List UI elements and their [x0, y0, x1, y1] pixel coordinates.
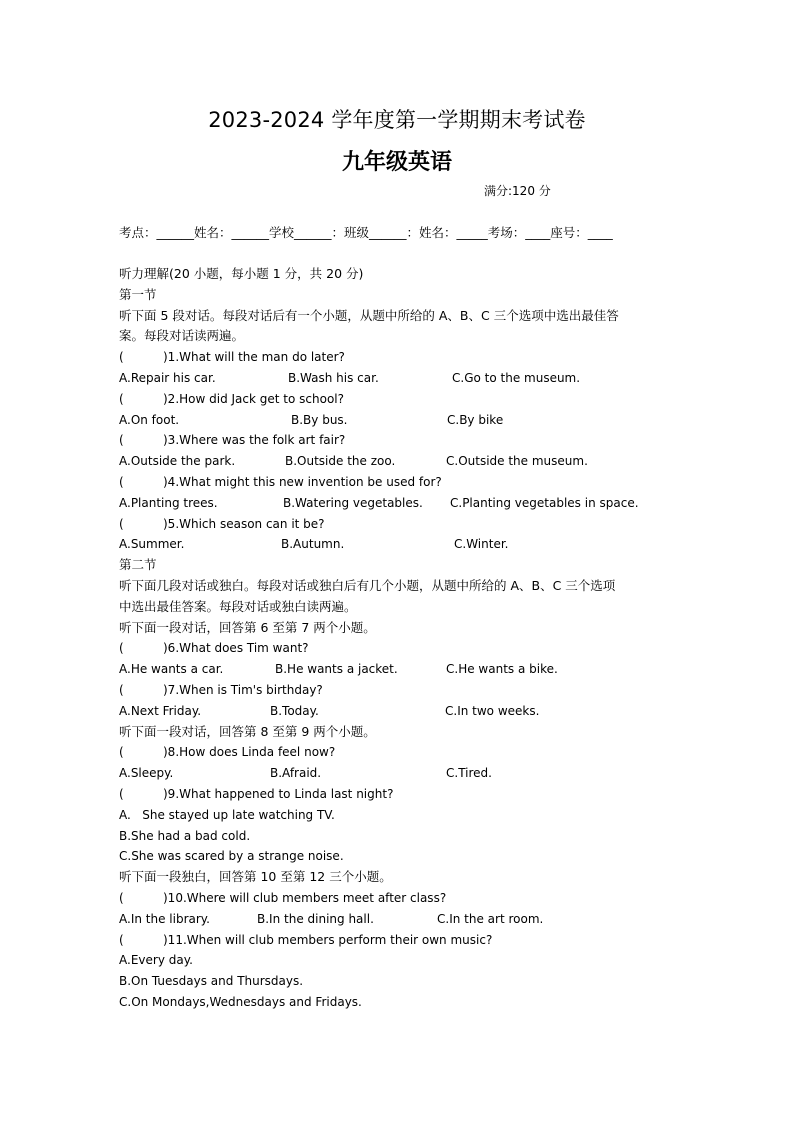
option-row	[119, 701, 679, 722]
part-two-instruction: 中选出最佳答案。每段对话或独白读两遍。	[119, 598, 357, 614]
option-a: A.On foot.	[119, 412, 180, 427]
listening-section	[119, 264, 679, 1013]
option-a: A. She stayed up late watching TV.	[119, 807, 335, 822]
option-c: C.Winter.	[454, 537, 509, 552]
answer-blank: (	[119, 932, 124, 947]
answer-blank: (	[119, 350, 124, 365]
answer-blank: (	[119, 391, 124, 406]
question-stem	[119, 472, 679, 493]
option-a: A.He wants a car.	[119, 662, 224, 677]
answer-blank: (	[119, 786, 124, 801]
option-a: A.Planting trees.	[119, 495, 218, 510]
part-one-label: 第一节	[119, 286, 157, 302]
option-b: B.Outside the zoo.	[285, 454, 396, 469]
option-a: A.Every day.	[119, 953, 193, 968]
exam-subtitle: 九年级英语	[341, 149, 452, 175]
question-stem	[119, 742, 679, 763]
exam-title: 2023-2024 学年度第一学期期末考试卷	[208, 108, 586, 132]
question-text: )8.How does Linda feel now?	[163, 745, 336, 760]
answer-blank: (	[119, 516, 124, 531]
question-text: )3.Where was the folk art fair?	[163, 433, 346, 448]
answer-blank: (	[119, 641, 124, 656]
part-two-label: 第二节	[119, 557, 157, 573]
question-stem	[119, 930, 679, 951]
option-b: B.By bus.	[291, 412, 348, 427]
option-c: C.She was scared by a strange noise.	[119, 849, 344, 864]
option-b: B.Today.	[270, 703, 319, 718]
option-row	[119, 368, 679, 389]
question-stem	[119, 514, 679, 535]
option-c: C.By bike	[447, 412, 504, 427]
section-heading: 听力理解(20 小题，每小题 1 分，共 20 分)	[119, 266, 364, 281]
answer-blank: (	[119, 890, 124, 905]
question-text: )7.When is Tim's birthday?	[163, 682, 323, 697]
question-stem	[119, 888, 679, 909]
option-b: B.Autumn.	[281, 537, 345, 552]
option-c: C.In the art room.	[437, 911, 544, 926]
question-stem	[119, 784, 679, 805]
option-c: C.In two weeks.	[445, 703, 540, 718]
option-row	[119, 493, 679, 514]
option-row	[119, 763, 679, 784]
question-text: )4.What might this new invention be used for?	[163, 474, 442, 489]
option-b: B.Afraid.	[270, 766, 322, 781]
answer-blank: (	[119, 474, 124, 489]
answer-blank: (	[119, 682, 124, 697]
option-b: B.She had a bad cold.	[119, 828, 251, 843]
option-a: A.Repair his car.	[119, 370, 216, 385]
question-text: )11.When will club members perform their own music?	[163, 932, 493, 947]
option-b: B.He wants a jacket.	[275, 662, 398, 677]
option-c: C.Outside the museum.	[446, 454, 588, 469]
option-row	[119, 909, 679, 930]
option-a: A.In the library.	[119, 911, 210, 926]
question-stem	[119, 680, 679, 701]
option-a: A.Outside the park.	[119, 454, 236, 469]
question-text: )5.Which season can it be?	[163, 516, 325, 531]
option-row	[119, 451, 679, 472]
option-a: A.Summer.	[119, 537, 185, 552]
option-b: B.Wash his car.	[288, 370, 379, 385]
question-stem	[119, 389, 679, 410]
dialogue-prompt: 听下面一段对话，回答第 8 至第 9 两个小题。	[119, 723, 376, 739]
student-info-line: 考点：______姓名：______学校______：班级______：姓名：_____考场：____座号：____	[119, 225, 613, 240]
monologue-prompt: 听下面一段独白，回答第 10 至第 12 三个小题。	[119, 869, 392, 885]
question-text: )1.What will the man do later?	[163, 350, 345, 365]
part-one-instruction: 听下面 5 段对话。每段对话后有一个小题，从题中所给的 A、B、C 三个选项中选出最佳答	[119, 307, 619, 323]
full-score: 满分:120 分	[484, 184, 551, 198]
option-c: C.Go to the museum.	[452, 370, 581, 385]
option-row	[119, 410, 679, 431]
dialogue-prompt: 听下面一段对话，回答第 6 至第 7 两个小题。	[119, 619, 376, 635]
question-stem	[119, 638, 679, 659]
option-a: A.Next Friday.	[119, 703, 202, 718]
option-b: B.Watering vegetables.	[283, 495, 423, 510]
option-row	[119, 534, 679, 555]
question-text: )6.What does Tim want?	[163, 641, 309, 656]
option-c: C.On Mondays,Wednesdays and Fridays.	[119, 994, 362, 1009]
question-stem	[119, 347, 679, 368]
option-b: B.In the dining hall.	[257, 911, 374, 926]
question-text: )10.Where will club members meet after class?	[163, 890, 447, 905]
question-text: )9.What happened to Linda last night?	[163, 786, 394, 801]
question-text: )2.How did Jack get to school?	[163, 391, 344, 406]
answer-blank: (	[119, 433, 124, 448]
question-stem	[119, 430, 679, 451]
part-two-instruction: 听下面几段对话或独白。每段对话或独白后有几个小题，从题中所给的 A、B、C 三个选项	[119, 577, 616, 593]
option-a: A.Sleepy.	[119, 766, 174, 781]
option-row	[119, 659, 679, 680]
option-b: B.On Tuesdays and Thursdays.	[119, 974, 304, 989]
option-c: C.He wants a bike.	[446, 662, 558, 677]
part-one-instruction: 案。每段对话读两遍。	[119, 328, 245, 344]
option-c: C.Tired.	[446, 766, 492, 781]
option-c: C.Planting vegetables in space.	[450, 495, 639, 510]
answer-blank: (	[119, 745, 124, 760]
